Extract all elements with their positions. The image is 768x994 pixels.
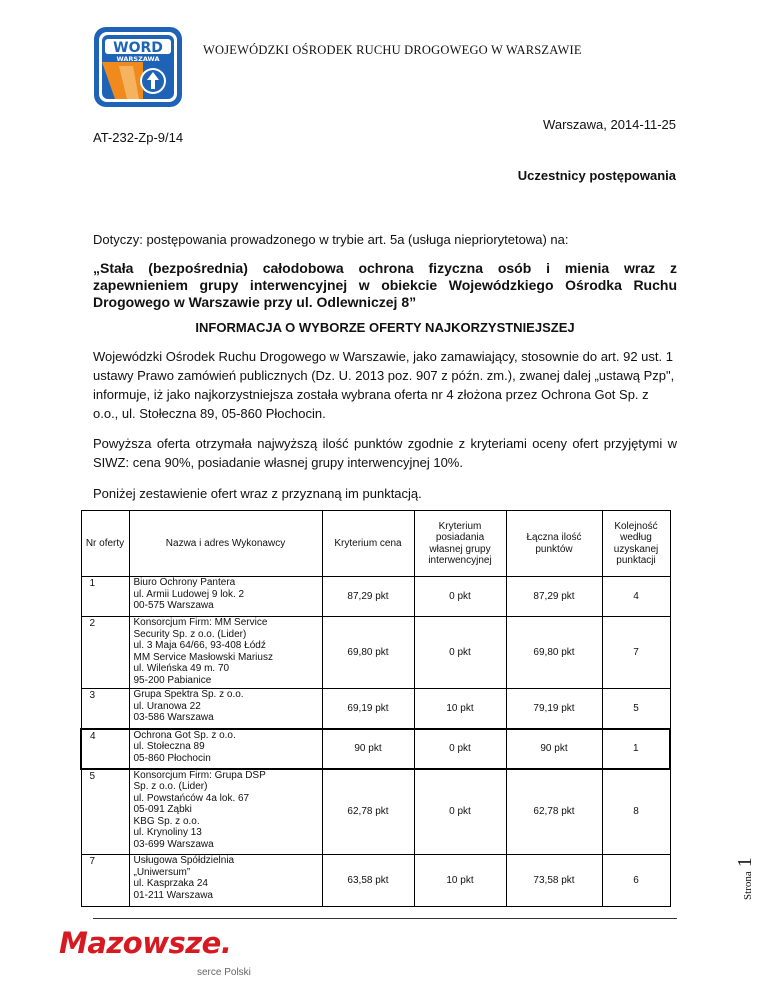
price-points: 63,58 pkt: [322, 855, 414, 907]
contractor-name: Konsorcjum Firm: Grupa DSP Sp. z o.o. (Lider) ul. Powstańców 4a lok. 67 05-091 Ząbki KBG Sp. z o.o. ul. Krynoliny 13 03-699 Warszawa: [129, 769, 322, 855]
group-points: 0 pkt: [414, 577, 506, 617]
section-heading: INFORMACJA O WYBORZE OFERTY NAJKORZYSTNIEJSZEJ: [195, 320, 575, 335]
institution-name: WOJEWÓDZKI OŚRODEK RUCHU DROGOWEGO W WARSZAWIE: [203, 43, 582, 57]
total-points: 69,80 pkt: [506, 617, 602, 689]
offer-number: 1: [81, 577, 129, 617]
reference-number: AT-232-Zp-9/14: [93, 130, 184, 145]
offers-table: [80, 510, 671, 907]
paragraph-selection: Wojewódzki Ośrodek Ruchu Drogowego w Warszawie, jako zamawiający, stosownie do art. 92 ust. 1 ustawy Prawo zamówień publicznych (Dz. U. 2013 poz. 907 z późn. zm.), zwanej dalej „ustawą Pzp", informuje, iż jako najkorzystniejsza została wybrana oferta nr 4 złożona przez Ochrona Got Sp. z o.o., ul. Stołeczna 89, 05-860 Płochocin.: [93, 349, 675, 421]
logo-word-text: WORD: [113, 40, 163, 56]
document-date: Warszawa, 2014-11-25: [543, 117, 676, 132]
mazowsze-tagline: serce Polski: [197, 967, 251, 978]
header-group-criterion: Kryterium posiadania własnej grupy interwencyjnej: [414, 511, 506, 577]
table-row: [81, 617, 670, 689]
total-points: 90 pkt: [506, 729, 602, 769]
group-points: 10 pkt: [414, 689, 506, 729]
page-number-label: [734, 820, 758, 900]
regarding-line: Dotyczy: postępowania prowadzonego w trybie art. 5a (usługa niepriorytetowa) na:: [93, 232, 569, 247]
table-row: [81, 577, 670, 617]
price-points: 69,19 pkt: [322, 689, 414, 729]
total-points: 87,29 pkt: [506, 577, 602, 617]
group-points: 10 pkt: [414, 855, 506, 907]
logo-city-text: WARSZAWA: [116, 55, 160, 63]
offer-number: 2: [81, 617, 129, 689]
group-points: 0 pkt: [414, 729, 506, 769]
price-points: 69,80 pkt: [322, 617, 414, 689]
table-row: [81, 769, 670, 855]
procurement-subject: „Stała (bezpośrednia) całodobowa ochrona fizyczna osób i mienia wraz z zapewnieniem grupy interwencyjnej w obiekcie Wojewódzkiego Ośrodka Ruchu Drogowego w Warszawie przy ul. Odlewniczej 8”: [93, 260, 677, 310]
header-price-criterion: Kryterium cena: [322, 511, 414, 577]
contractor-name: Usługowa Spółdzielnia „Uniwersum” ul. Kasprzaka 24 01-211 Warszawa: [129, 855, 322, 907]
rank: 7: [602, 617, 670, 689]
rank: 1: [602, 729, 670, 769]
offer-number: 7: [81, 855, 129, 907]
word-logo: [93, 26, 183, 108]
offer-number: 3: [81, 689, 129, 729]
price-points: 87,29 pkt: [322, 577, 414, 617]
page-word: Strona: [742, 871, 754, 900]
recipients: Uczestnicy postępowania: [517, 168, 676, 183]
header-offer-number: Nr oferty: [81, 511, 129, 577]
price-points: 90 pkt: [322, 729, 414, 769]
offer-number: 5: [81, 769, 129, 855]
contractor-name: Biuro Ochrony Pantera ul. Armii Ludowej 9 lok. 2 00-575 Warszawa: [129, 577, 322, 617]
footer-divider: [93, 918, 677, 919]
group-points: 0 pkt: [414, 769, 506, 855]
rank: 4: [602, 577, 670, 617]
contractor-name: Ochrona Got Sp. z o.o. ul. Stołeczna 89 05-860 Płochocin: [129, 729, 322, 769]
group-points: 0 pkt: [414, 617, 506, 689]
total-points: 73,58 pkt: [506, 855, 602, 907]
offer-number: 4: [81, 729, 129, 769]
rank: 8: [602, 769, 670, 855]
rank: 6: [602, 855, 670, 907]
page-number: 1: [734, 857, 756, 868]
total-points: 62,78 pkt: [506, 769, 602, 855]
table-row: [81, 729, 670, 769]
mazowsze-brand-text: Mazowsze.: [59, 926, 232, 960]
total-points: 79,19 pkt: [506, 689, 602, 729]
paragraph-criteria: Powyższa oferta otrzymała najwyższą ilość punktów zgodnie z kryteriami oceny ofert przyjętymi w SIWZ: cena 90%, posiadanie własnej grupy interwencyjnej 10%.: [93, 436, 677, 470]
contractor-name: Grupa Spektra Sp. z o.o. ul. Uranowa 22 03-586 Warszawa: [129, 689, 322, 729]
paragraph-table-intro: Poniżej zestawienie ofert wraz z przyznaną im punktacją.: [93, 486, 422, 501]
rank: 5: [602, 689, 670, 729]
table-row: [81, 855, 670, 907]
header-contractor: Nazwa i adres Wykonawcy: [129, 511, 322, 577]
header-total-points: Łączna ilość punktów: [506, 511, 602, 577]
table-row: [81, 689, 670, 729]
price-points: 62,78 pkt: [322, 769, 414, 855]
contractor-name: Konsorcjum Firm: MM Service Security Sp. z o.o. (Lider) ul. 3 Maja 64/66, 93-408 Łódź MM Service Masłowski Mariusz ul. Wileńska 49 m. 70 95-200 Pabianice: [129, 617, 322, 689]
header-ranking: Kolejność według uzyskanej punktacji: [602, 511, 670, 577]
mazowsze-logo: [57, 926, 287, 990]
